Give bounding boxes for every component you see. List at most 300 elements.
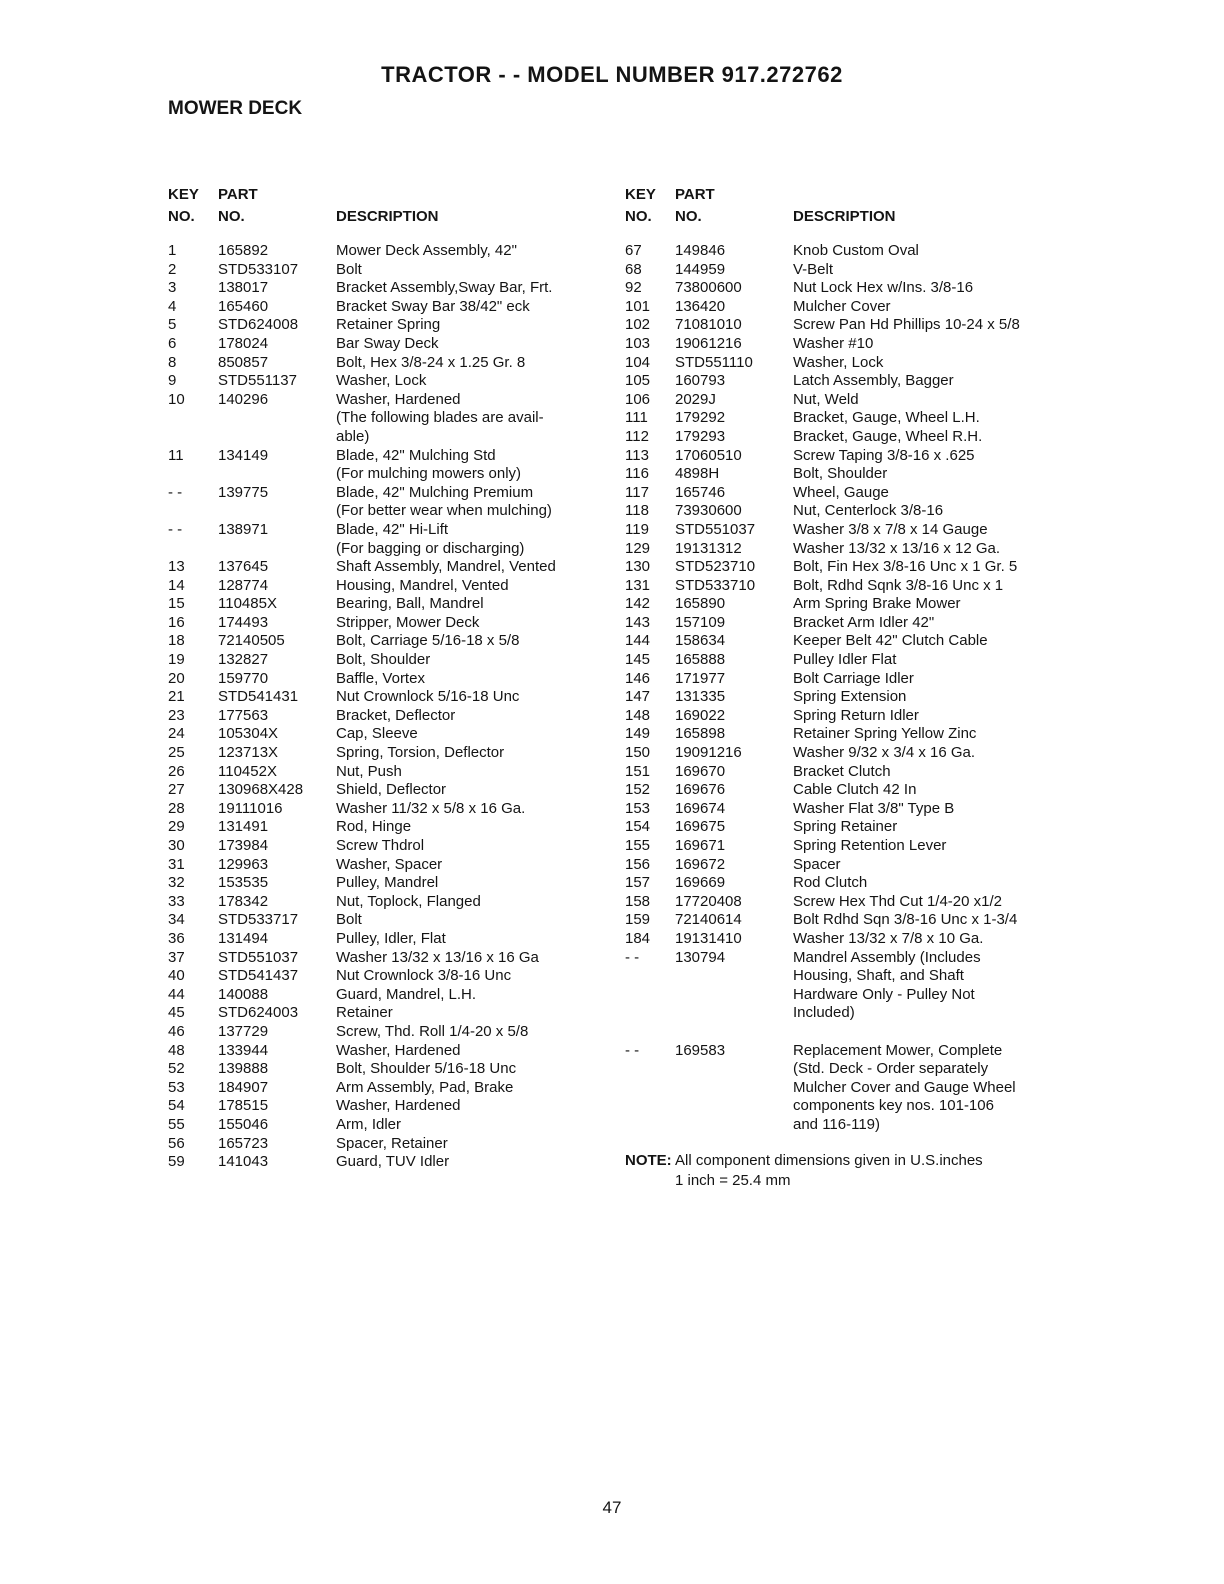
cell-key-no (625, 986, 675, 1005)
table-row (625, 447, 1124, 466)
table-row (168, 1079, 625, 1098)
cell-part-no: 129963 (218, 855, 269, 873)
cell-description: Screw Thdrol (336, 837, 425, 854)
cell-description: Bolt, Shoulder (336, 651, 431, 669)
table-row (625, 1060, 1124, 1079)
table-row (625, 428, 1124, 447)
cell-key-no (625, 1060, 675, 1079)
table-row (625, 986, 1124, 1005)
table-row (168, 874, 625, 893)
cell-part-no: STD541431 (218, 688, 299, 706)
table-row (625, 818, 1124, 837)
cell-part-no: 105304X (218, 725, 279, 743)
cell-key-no: 23 (168, 706, 185, 724)
table-row (168, 391, 625, 410)
cell-part-no: 850857 (218, 353, 269, 371)
cell-key-no: 53 (168, 1078, 185, 1096)
cell-part-no: 174493 (218, 613, 269, 631)
cell-part-no: 73800600 (675, 279, 742, 297)
cell-key-no (625, 967, 675, 986)
cell-part-no: 110452X (218, 762, 277, 780)
table-row (168, 577, 625, 596)
cell-description: Bolt, Rdhd Sqnk 3/8-16 Unc x 1 (793, 576, 1004, 594)
table-row (168, 893, 625, 912)
cell-description: Spacer, Retainer (336, 1134, 448, 1152)
cell-key-no: 2 (168, 260, 177, 278)
cell-part-no: 139888 (218, 1060, 269, 1078)
table-row (168, 614, 625, 633)
table-row (625, 763, 1124, 782)
note-conversion: 1 inch = 25.4 mm (675, 1171, 791, 1189)
table-row (168, 837, 625, 856)
cell-key-no: 155 (625, 837, 651, 854)
cell-key-no: 130 (625, 558, 651, 576)
cell-part-no (218, 540, 336, 559)
cell-description: Blade, 42" Hi-Lift (336, 520, 449, 538)
cell-key-no: 118 (625, 502, 649, 520)
cell-part-no (218, 428, 336, 447)
cell-key-no: 32 (168, 874, 185, 892)
cell-key-no: 45 (168, 1004, 185, 1022)
cell-description: Mulcher Cover and Gauge Wheel (793, 1078, 1016, 1096)
table-row (625, 930, 1124, 949)
table-row (625, 744, 1124, 763)
cell-part-no: 123713X (218, 744, 279, 762)
cell-key-no: 27 (168, 781, 185, 799)
table-row (168, 447, 625, 466)
header-desc-spacer (336, 184, 625, 206)
table-body-left (168, 242, 625, 1172)
cell-key-no: 10 (168, 390, 185, 408)
cell-key-no: 117 (625, 483, 649, 501)
cell-key-no: 103 (625, 334, 651, 352)
cell-key-no: 67 (625, 242, 642, 259)
table-row (168, 540, 625, 559)
table-header-right (625, 184, 1124, 228)
cell-part-no (675, 1004, 793, 1023)
cell-description: Washer 11/32 x 5/8 x 16 Ga. (336, 799, 526, 817)
cell-description: Spring Retention Lever (793, 837, 947, 854)
table-row (625, 707, 1124, 726)
table-header-row (625, 206, 1124, 228)
cell-key-no: 119 (625, 520, 649, 538)
cell-key-no (625, 1023, 675, 1042)
cell-description: (Std. Deck - Order separately (793, 1060, 989, 1078)
table-row (625, 391, 1124, 410)
cell-description: Keeper Belt 42" Clutch Cable (793, 632, 988, 650)
table-row (625, 558, 1124, 577)
cell-key-no: 154 (625, 818, 651, 836)
cell-part-no: 19131312 (675, 539, 742, 557)
cell-part-no: 155046 (218, 1115, 269, 1133)
header-part: PART (218, 186, 258, 203)
cell-key-no: 30 (168, 837, 185, 854)
cell-description: Nut Crownlock 3/8-16 Unc (336, 967, 512, 985)
cell-key-no: 3 (168, 279, 177, 297)
table-row (625, 354, 1124, 373)
cell-description: Cap, Sleeve (336, 725, 418, 743)
cell-part-no: 157109 (675, 613, 726, 631)
cell-description: Spacer (793, 855, 841, 873)
cell-description: Screw Taping 3/8-16 x .625 (793, 446, 975, 464)
cell-key-no: 153 (625, 799, 651, 817)
parts-table-left (168, 184, 625, 1191)
cell-part-no: 169669 (675, 874, 726, 892)
header-key: KEY (625, 186, 656, 203)
table-row (168, 763, 625, 782)
table-row (625, 502, 1124, 521)
cell-description: Bar Sway Deck (336, 334, 439, 352)
table-row (168, 298, 625, 317)
cell-part-no: 130794 (675, 948, 726, 966)
cell-key-no: 54 (168, 1097, 185, 1115)
cell-description: Washer Flat 3/8" Type B (793, 799, 955, 817)
cell-description: components key nos. 101-106 (793, 1097, 994, 1115)
cell-description: Blade, 42" Mulching Std (336, 446, 496, 464)
table-row (168, 372, 625, 391)
cell-description: Arm Spring Brake Mower (793, 595, 961, 613)
cell-description: Mulcher Cover (793, 297, 891, 315)
table-row (168, 707, 625, 726)
table-row (625, 725, 1124, 744)
table-row (625, 800, 1124, 819)
cell-part-no: 178024 (218, 334, 269, 352)
header-description: DESCRIPTION (793, 208, 896, 225)
cell-description: Latch Assembly, Bagger (793, 372, 954, 390)
cell-part-no (218, 409, 336, 428)
table-row (625, 781, 1124, 800)
table-row (625, 614, 1124, 633)
cell-part-no: 17060510 (675, 446, 742, 464)
cell-part-no: 169670 (675, 762, 726, 780)
table-row (625, 837, 1124, 856)
cell-description: Nut Crownlock 5/16-18 Unc (336, 688, 520, 706)
page-title: TRACTOR - - MODEL NUMBER 917.272762 (381, 62, 843, 87)
cell-description: Wheel, Gauge (793, 483, 889, 501)
cell-description: Screw Pan Hd Phillips 10-24 x 5/8 (793, 316, 1020, 334)
note (625, 1151, 1124, 1191)
table-row (625, 1097, 1124, 1116)
cell-key-no: 9 (168, 372, 177, 390)
cell-key-no: 52 (168, 1060, 185, 1078)
cell-description: Spring, Torsion, Deflector (336, 744, 505, 762)
cell-key-no: 33 (168, 892, 185, 910)
cell-part-no: 133944 (218, 1041, 269, 1059)
cell-key-no: 40 (168, 967, 185, 985)
cell-description: Screw Hex Thd Cut 1/4-20 x1/2 (793, 892, 1002, 910)
cell-description: Replacement Mower, Complete (793, 1041, 1003, 1059)
section-title: MOWER DECK (168, 98, 303, 119)
table-row (168, 1023, 625, 1042)
table-row (168, 316, 625, 335)
cell-key-no: 184 (625, 929, 651, 947)
cell-key-no (168, 465, 218, 484)
cell-description: Knob Custom Oval (793, 242, 919, 259)
table-row (625, 577, 1124, 596)
cell-description: Retainer (336, 1004, 393, 1022)
table-row (168, 725, 625, 744)
cell-description: Bracket Sway Bar 38/42" eck (336, 297, 530, 315)
cell-part-no: 158634 (675, 632, 726, 650)
table-header-left (168, 184, 625, 228)
cell-key-no: 142 (625, 595, 651, 613)
cell-key-no: 13 (168, 558, 185, 576)
cell-key-no (168, 409, 218, 428)
cell-part-no: 165898 (675, 725, 726, 743)
parts-table-right (625, 184, 1124, 1191)
cell-description: Bolt (336, 260, 362, 278)
cell-part-no: 165890 (675, 595, 726, 613)
table-row (625, 1042, 1124, 1061)
cell-description: Included) (793, 1004, 855, 1022)
cell-part-no: 19061216 (675, 334, 742, 352)
cell-part-no: 141043 (218, 1153, 269, 1171)
cell-key-no: 147 (625, 688, 651, 706)
cell-part-no: 165892 (218, 242, 269, 259)
table-row (168, 744, 625, 763)
table-row (625, 521, 1124, 540)
cell-key-no: 37 (168, 948, 185, 966)
cell-key-no: 1 (168, 242, 177, 259)
cell-part-no: 178342 (218, 892, 269, 910)
table-row (168, 1060, 625, 1079)
cell-key-no: 111 (625, 409, 648, 427)
cell-key-no: 129 (625, 539, 651, 557)
cell-key-no: 8 (168, 353, 177, 371)
table-row (168, 428, 625, 447)
cell-key-no: 14 (168, 576, 185, 594)
cell-key-no: 25 (168, 744, 185, 762)
cell-description: Bolt, Shoulder 5/16-18 Unc (336, 1060, 517, 1078)
table-row (625, 465, 1124, 484)
cell-key-no: 68 (625, 260, 642, 278)
cell-part-no: 72140614 (675, 911, 742, 929)
cell-part-no: STD551037 (218, 948, 299, 966)
cell-key-no: - - (168, 483, 183, 501)
table-row (625, 1116, 1124, 1135)
cell-key-no: 92 (625, 279, 642, 297)
cell-description: Screw, Thd. Roll 1/4-20 x 5/8 (336, 1022, 529, 1040)
cell-description: Washer 13/32 x 13/16 x 16 Ga (336, 948, 539, 966)
cell-part-no: STD533107 (218, 260, 299, 278)
cell-description: Nut, Push (336, 762, 402, 780)
cell-description: Spring Return Idler (793, 706, 919, 724)
cell-description: V-Belt (793, 260, 834, 278)
cell-key-no: 29 (168, 818, 185, 836)
table-row (168, 930, 625, 949)
cell-description: Spring Retainer (793, 818, 898, 836)
cell-key-no: 6 (168, 334, 177, 352)
cell-part-no: 19091216 (675, 744, 742, 762)
cell-part-no: 165723 (218, 1134, 269, 1152)
cell-part-no: 19131410 (675, 929, 742, 947)
table-row (168, 595, 625, 614)
cell-part-no: STD551037 (675, 520, 756, 538)
table-row (625, 893, 1124, 912)
cell-part-no: 171977 (675, 669, 726, 687)
header-key-no: NO. (625, 208, 652, 225)
cell-key-no: 146 (625, 669, 651, 687)
cell-key-no: - - (625, 948, 640, 966)
cell-description: Washer #10 (793, 334, 874, 352)
cell-part-no: STD624008 (218, 316, 299, 334)
cell-key-no: 151 (625, 762, 651, 780)
cell-part-no: 137729 (218, 1022, 269, 1040)
cell-part-no: 169676 (675, 781, 726, 799)
cell-description (793, 1023, 1124, 1042)
cell-description: Shield, Deflector (336, 781, 447, 799)
table-body-right (625, 242, 1124, 1135)
cell-key-no: 19 (168, 651, 185, 669)
table-row (168, 354, 625, 373)
cell-part-no (675, 986, 793, 1005)
cell-key-no: 148 (625, 706, 651, 724)
cell-key-no: 21 (168, 688, 185, 706)
cell-part-no: 165460 (218, 297, 269, 315)
cell-part-no: 128774 (218, 576, 269, 594)
cell-part-no: 71081010 (675, 316, 742, 334)
cell-part-no: 17720408 (675, 892, 742, 910)
cell-description: Washer 9/32 x 3/4 x 16 Ga. (793, 744, 976, 762)
cell-description: Shaft Assembly, Mandrel, Vented (336, 558, 556, 576)
cell-key-no: - - (168, 520, 183, 538)
cell-part-no: 169674 (675, 799, 726, 817)
cell-description: Bearing, Ball, Mandrel (336, 595, 484, 613)
cell-part-no: 165888 (675, 651, 726, 669)
cell-part-no: 178515 (218, 1097, 269, 1115)
cell-description: Washer, Spacer (336, 855, 443, 873)
cell-description: Spring Extension (793, 688, 907, 706)
cell-key-no: 20 (168, 669, 185, 687)
header-key: KEY (168, 186, 199, 203)
cell-key-no: 116 (625, 465, 649, 483)
cell-part-no: 134149 (218, 446, 269, 464)
cell-description: Arm, Idler (336, 1115, 402, 1133)
table-row (168, 558, 625, 577)
cell-key-no (168, 502, 218, 521)
cell-description: Bracket Clutch (793, 762, 891, 780)
cell-description: Pulley, Idler, Flat (336, 929, 446, 947)
table-row (168, 261, 625, 280)
cell-part-no: 165746 (675, 483, 726, 501)
table-row (168, 856, 625, 875)
table-row (168, 1135, 625, 1154)
cell-key-no: 144 (625, 632, 651, 650)
cell-key-no (168, 428, 218, 447)
cell-part-no: 131335 (675, 688, 726, 706)
table-row (168, 986, 625, 1005)
table-row (625, 316, 1124, 335)
note-text: All component dimensions given in U.S.inches (671, 1151, 983, 1169)
cell-part-no: 2029J (675, 390, 716, 408)
cell-part-no: STD551110 (675, 353, 753, 371)
cell-description: Arm Assembly, Pad, Brake (336, 1078, 514, 1096)
cell-key-no (625, 1097, 675, 1116)
header-part: PART (675, 186, 715, 203)
cell-key-no: 150 (625, 744, 651, 762)
table-row (625, 298, 1124, 317)
cell-description: Retainer Spring (336, 316, 441, 334)
table-row (625, 484, 1124, 503)
table-row (168, 688, 625, 707)
cell-key-no (625, 1116, 675, 1135)
cell-description: Nut Lock Hex w/Ins. 3/8-16 (793, 279, 974, 297)
cell-key-no: 131 (625, 576, 651, 594)
cell-part-no: 136420 (675, 297, 726, 315)
cell-part-no: 110485X (218, 595, 277, 613)
cell-part-no: STD551137 (218, 372, 297, 390)
header-part-no: NO. (675, 208, 702, 225)
table-row (168, 911, 625, 930)
cell-key-no: 28 (168, 799, 185, 817)
cell-key-no: 24 (168, 725, 185, 743)
cell-part-no: 140088 (218, 985, 269, 1003)
cell-key-no: 106 (625, 390, 651, 408)
table-row (625, 279, 1124, 298)
table-row (625, 632, 1124, 651)
table-row (625, 688, 1124, 707)
header-description: DESCRIPTION (336, 208, 439, 225)
cell-key-no (625, 1079, 675, 1098)
cell-description: (For bagging or discharging) (336, 539, 525, 557)
cell-description: Washer, Lock (336, 372, 427, 390)
cell-key-no: 59 (168, 1153, 185, 1171)
cell-description: Pulley Idler Flat (793, 651, 897, 669)
cell-key-no: 143 (625, 613, 651, 631)
cell-key-no: 44 (168, 985, 185, 1003)
table-row (168, 409, 625, 428)
cell-part-no: 149846 (675, 242, 726, 259)
cell-part-no: 137645 (218, 558, 269, 576)
cell-part-no: 131491 (218, 818, 269, 836)
cell-part-no: 169675 (675, 818, 726, 836)
cell-part-no (218, 502, 336, 521)
cell-part-no: 144959 (675, 260, 726, 278)
table-row (168, 670, 625, 689)
cell-key-no: 16 (168, 613, 185, 631)
cell-description: Nut, Toplock, Flanged (336, 892, 481, 910)
cell-part-no: 153535 (218, 874, 269, 892)
cell-description: Washer 13/32 x 7/8 x 10 Ga. (793, 929, 984, 947)
cell-key-no: 105 (625, 372, 651, 390)
cell-part-no: STD624003 (218, 1004, 299, 1022)
table-row (168, 1116, 625, 1135)
table-row (625, 540, 1124, 559)
cell-key-no: - - (625, 1041, 640, 1059)
cell-description: Washer 13/32 x 13/16 x 12 Ga. (793, 539, 1001, 557)
cell-part-no: 160793 (675, 372, 726, 390)
cell-key-no: 145 (625, 651, 651, 669)
cell-key-no: 18 (168, 632, 185, 650)
cell-description: Bolt, Hex 3/8-24 x 1.25 Gr. 8 (336, 353, 526, 371)
cell-key-no: 159 (625, 911, 651, 929)
cell-key-no: 48 (168, 1041, 185, 1059)
cell-description: Bracket, Gauge, Wheel L.H. (793, 409, 980, 427)
cell-description: (The following blades are avail- (336, 409, 544, 427)
cell-part-no: 19111016 (218, 799, 283, 817)
cell-key-no: 157 (625, 874, 651, 892)
table-row (168, 1153, 625, 1172)
parts-columns (168, 184, 1124, 1191)
table-row (168, 1097, 625, 1116)
cell-description: Bracket Assembly,Sway Bar, Frt. (336, 279, 553, 297)
cell-part-no: 179292 (675, 409, 726, 427)
table-row (168, 1004, 625, 1023)
table-row (625, 651, 1124, 670)
table-row (168, 818, 625, 837)
cell-description: Rod Clutch (793, 874, 868, 892)
table-row (625, 261, 1124, 280)
